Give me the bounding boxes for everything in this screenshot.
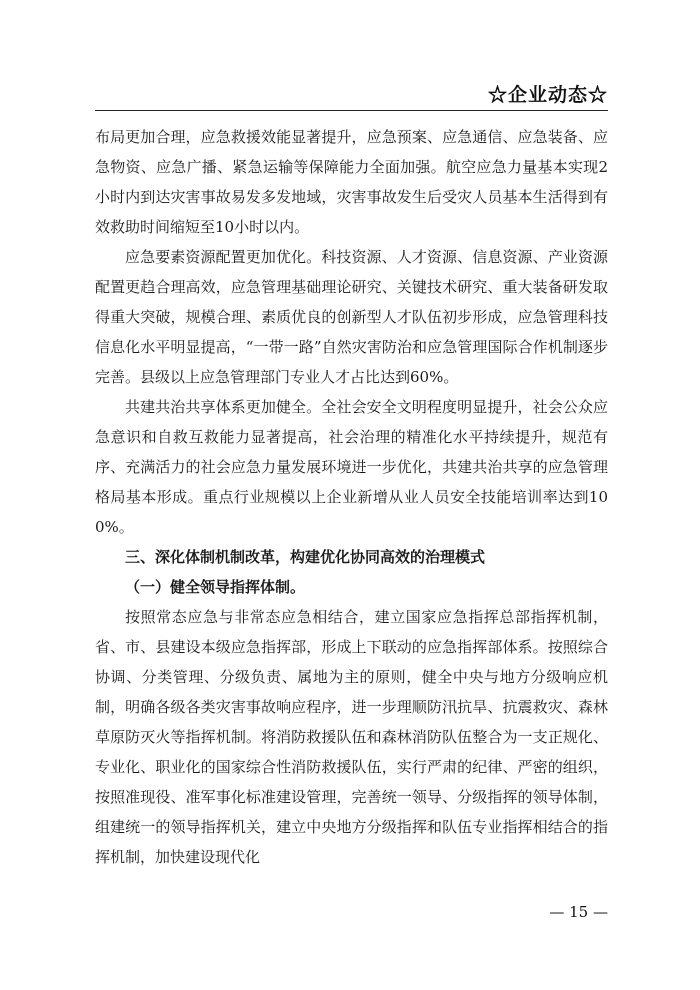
section-header-title: ☆企业动态☆ <box>487 84 608 106</box>
page-number: — 15 — <box>549 903 608 921</box>
document-body <box>95 122 608 872</box>
paragraph-shared-governance: 共建共治共享体系更加健全。全社会安全文明程度明显提升，社会公众应急意识和自救互救能力显著提高，社会治理的精准化水平持续提升，规范有序、充满活力的社会应急力量发展环境进一步优化，共建共治共享的应急管理格局基本形成。重点行业规模以上企业新增从业人员安全技能培训率达到100%。 <box>95 398 608 536</box>
paragraph-continuation: 布局更加合理，应急救援效能显著提升，应急预案、应急通信、应急装备、应急物资、应急广播、紧急运输等保障能力全面加强。航空应急力量基本实现2小时内到达灾害事故易发多发地域，灾害事故发生后受灾人员基本生活得到有效救助时间缩短至10小时以内。 <box>95 128 608 236</box>
section-heading: 三、深化体制机制改革，构建优化协同高效的治理模式 <box>125 548 486 566</box>
header-divider <box>95 110 608 111</box>
subsection-heading: （一）健全领导指挥体制。 <box>125 578 306 596</box>
paragraph-resource-allocation: 应急要素资源配置更加优化。科技资源、人才资源、信息资源、产业资源配置更趋合理高效，应急管理基础理论研究、关键技术研究、重大装备研发取得重大突破，规模合理、素质优良的创新型人才队伍初步形成，应急管理科技信息化水平明显提高，“一带一路”自然灾害防治和应急管理国际合作机制逐步完善。县级以上应急管理部门专业人才占比达到60%。 <box>95 248 608 386</box>
paragraph-command-system: 按照常态应急与非常态应急相结合，建立国家应急指挥总部指挥机制，省、市、县建设本级应急指挥部，形成上下联动的应急指挥部体系。按照综合协调、分类管理、分级负责、属地为主的原则，健全中央与地方分级响应机制，明确各级各类灾害事故响应程序，进一步理顺防汛抗旱、抗震救灾、森林草原防灭火等指挥机制。将消防救援队伍和森林消防队伍整合为一支正规化、专业化、职业化的国家综合性消防救援队伍，实行严肃的纪律、严密的组织，按照准现役、准军事化标准建设管理，完善统一领导、分级指挥的领导体制，组建统一的领导指挥机关，建立中央地方分级指挥和队伍专业指挥相结合的指挥机制，加快建设现代化 <box>95 608 608 866</box>
